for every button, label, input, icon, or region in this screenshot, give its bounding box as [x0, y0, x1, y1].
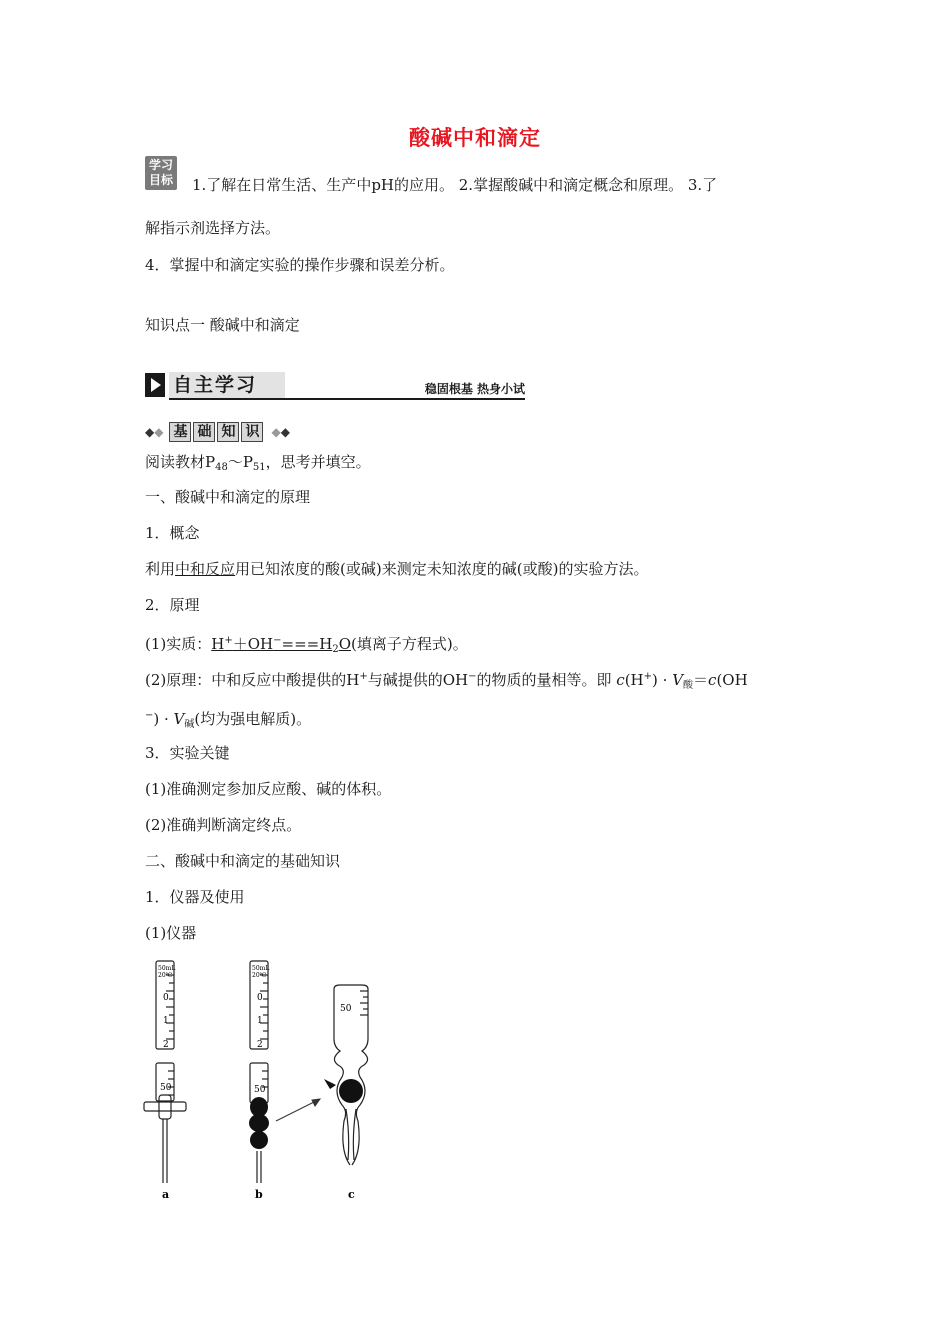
figure-label-b: b — [255, 1188, 263, 1201]
heading-basics: 二、酸碱中和滴定的基础知识 — [145, 852, 341, 870]
basic-char: 识 — [241, 422, 263, 442]
banner-rule — [169, 398, 525, 400]
svg-text:20℃: 20℃ — [252, 972, 267, 979]
diamond-icon: ◆ — [145, 425, 155, 439]
burette-figure — [130, 955, 400, 1205]
pointer-arrow-icon — [324, 1079, 336, 1089]
basic-char: 基 — [169, 422, 191, 442]
heading-instruments: 1．仪器及使用 — [145, 888, 245, 906]
basic-char: 础 — [193, 422, 215, 442]
svg-text:50: 50 — [160, 1083, 172, 1093]
glass-bead-icon — [339, 1079, 363, 1103]
goal-line-3: 4．掌握中和滴定实验的操作步骤和误差分析。 — [145, 256, 455, 274]
figure-label-a: a — [162, 1188, 170, 1201]
basic-knowledge-header — [145, 421, 290, 443]
banner-right-text: 稳固根基 热身小试 — [424, 382, 525, 396]
heading-concept: 1．概念 — [145, 524, 200, 542]
diamond-icon: ◆ — [271, 425, 281, 439]
diamond-icon: ◆ — [280, 425, 290, 439]
heading-key: 3．实验关键 — [145, 744, 230, 762]
knowledge-point-heading: 知识点一 酸碱中和滴定 — [145, 316, 300, 334]
svg-text:50mL: 50mL — [252, 965, 270, 972]
svg-text:2: 2 — [163, 1040, 169, 1050]
figure-label-c: c — [348, 1188, 355, 1201]
svg-text:0: 0 — [163, 993, 169, 1003]
instruments-label: (1)仪器 — [145, 924, 197, 942]
svg-text:1: 1 — [163, 1016, 169, 1026]
principle-text: (2)原理：中和反应中酸提供的H+与碱提供的OH−的物质的量相等。即 $c(H^+) \cdot V_酸=c(OH$ — [145, 671, 748, 691]
answer-blank: 中和反应 — [175, 560, 236, 578]
basic-char: 知 — [217, 422, 239, 442]
svg-text:50: 50 — [340, 1004, 352, 1014]
arrow-icon — [276, 1099, 320, 1121]
principle-text-cont: $^-) \cdot V_碱$(均为强电解质)。 — [145, 710, 312, 730]
page-title: 酸碱中和滴定 — [409, 126, 541, 150]
svg-text:20℃: 20℃ — [158, 972, 173, 979]
goal-line-1: 1.了解在日常生活、生产中pH的应用。 2.掌握酸碱中和滴定概念和原理。 3.了 — [192, 176, 718, 194]
svg-text:1: 1 — [257, 1016, 263, 1026]
badge-line2: 目标 — [148, 173, 173, 187]
play-triangle-icon — [145, 373, 165, 397]
goal-line-2: 解指示剂选择方法。 — [145, 219, 281, 237]
key-1: (1)准确测定参加反应酸、碱的体积。 — [145, 780, 392, 798]
learning-goals-badge — [145, 156, 177, 190]
concept-text: 利用中和反应用已知浓度的酸(或碱)来测定未知浓度的碱(或酸)的实验方法。 — [145, 560, 649, 578]
svg-text:50: 50 — [254, 1085, 266, 1095]
heading-principle: 一、酸碱中和滴定的原理 — [145, 488, 311, 506]
section-banner — [145, 372, 525, 402]
key-2: (2)准确判断滴定终点。 — [145, 816, 302, 834]
essence-text: (1)实质：$H^++OH^-===H_2O$(填离子方程式)。 — [145, 635, 468, 655]
svg-text:0: 0 — [257, 993, 263, 1003]
diamond-icon: ◆ — [154, 425, 164, 439]
heading-theory: 2．原理 — [145, 596, 200, 614]
badge-line1: 学习 — [148, 158, 173, 172]
read-instruction: 阅读教材$P_{48}\sim P_{51}$，思考并填空。 — [145, 453, 371, 473]
svg-text:50mL: 50mL — [158, 965, 176, 972]
rubber-tube-icon — [249, 1097, 269, 1149]
svg-text:2: 2 — [257, 1040, 263, 1050]
answer-blank: $H^++OH^-===H_2O$ — [211, 635, 351, 655]
banner-label: 自主学习 — [169, 372, 285, 398]
